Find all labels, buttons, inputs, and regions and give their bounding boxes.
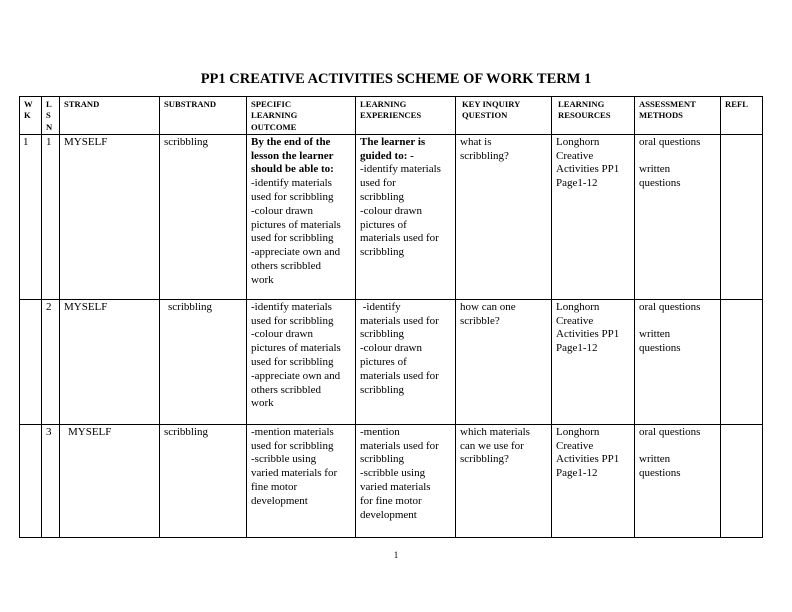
outcome-cell bbox=[247, 424, 356, 537]
header-refl: REFL bbox=[721, 97, 763, 135]
cell-line: ASSESSMENT bbox=[639, 99, 696, 109]
cell-line: S bbox=[46, 110, 51, 121]
lesson-cell bbox=[42, 424, 60, 537]
cell-line: others scribbled bbox=[251, 383, 321, 396]
cell-line: scribbling? bbox=[460, 149, 509, 162]
scheme-of-work-table bbox=[19, 96, 763, 538]
resources-cell bbox=[552, 134, 635, 299]
cell-line: others scribbled bbox=[251, 260, 321, 273]
cell-line: pictures of bbox=[360, 356, 407, 369]
cell-line: scribbling bbox=[360, 328, 404, 341]
cell-line: questions bbox=[639, 177, 681, 190]
key-question-cell bbox=[456, 299, 552, 424]
cell-line: varied materials bbox=[360, 481, 431, 494]
cell-line: used for bbox=[360, 177, 396, 190]
cell-line: SPECIFIC bbox=[251, 99, 292, 109]
cell-line: -appreciate own and bbox=[251, 246, 341, 259]
cell-line: -scribble using bbox=[251, 453, 317, 466]
page-number: 1 bbox=[393, 550, 399, 560]
substrand-cell bbox=[160, 299, 247, 424]
experiences-cell bbox=[356, 299, 456, 424]
cell-line: should be able to: bbox=[251, 163, 334, 176]
cell-line: -identify materials bbox=[251, 300, 332, 313]
outcome-cell bbox=[247, 299, 356, 424]
key-question-cell bbox=[456, 424, 552, 537]
cell-line: -scribble using bbox=[360, 467, 426, 480]
cell-line: W bbox=[24, 99, 33, 109]
cell-line: scribbling? bbox=[460, 453, 509, 466]
cell-line: written bbox=[639, 328, 671, 341]
document-title: PP1 CREATIVE ACTIVITIES SCHEME OF WORK TERM 1 bbox=[200, 71, 592, 87]
cell-line: oral questions bbox=[639, 135, 701, 148]
cell-line: lesson the learner bbox=[251, 149, 334, 162]
cell-line: varied materials for bbox=[251, 467, 338, 480]
cell-line: pictures of bbox=[360, 218, 407, 231]
resources-cell bbox=[552, 299, 635, 424]
week-cell bbox=[20, 424, 42, 537]
cell-line: work bbox=[251, 273, 274, 286]
cell-line: EXPERIENCES bbox=[360, 110, 422, 121]
cell-line: -identify materials bbox=[360, 163, 441, 176]
cell-line: what is bbox=[460, 135, 492, 148]
reflection-cell bbox=[721, 134, 763, 299]
assessment-cell bbox=[635, 134, 721, 299]
outcome-cell bbox=[247, 134, 356, 299]
experiences-cell bbox=[356, 424, 456, 537]
cell-line: L bbox=[46, 99, 52, 109]
strand-text: MYSELF bbox=[68, 425, 112, 438]
substrand-cell bbox=[160, 134, 247, 299]
cell-line: Activities PP1 bbox=[556, 453, 620, 466]
substrand-cell bbox=[160, 424, 247, 537]
cell-line: -identify materials bbox=[251, 177, 332, 190]
cell-line: LEARNING bbox=[558, 99, 605, 109]
lesson-cell bbox=[42, 134, 60, 299]
header-lsn bbox=[42, 97, 60, 135]
cell-line: -colour drawn bbox=[360, 204, 423, 217]
table-row bbox=[20, 424, 763, 537]
cell-line: for fine motor bbox=[360, 494, 422, 507]
cell-line: scribbling bbox=[360, 453, 404, 466]
cell-line: scribbling bbox=[360, 191, 404, 204]
lesson-cell bbox=[42, 299, 60, 424]
strand-text: MYSELF bbox=[64, 135, 108, 148]
cell-line: K bbox=[24, 110, 31, 121]
assessment-cell bbox=[635, 299, 721, 424]
cell-line: The learner is bbox=[360, 135, 426, 148]
cell-line: -mention bbox=[360, 425, 400, 438]
cell-line: development bbox=[360, 508, 417, 521]
cell-line: QUESTION bbox=[462, 110, 508, 121]
header-wk bbox=[20, 97, 42, 135]
key-question-cell bbox=[456, 134, 552, 299]
cell-line: scribbling bbox=[360, 246, 404, 259]
cell-line: N bbox=[46, 121, 53, 132]
cell-line: KEY INQUIRY bbox=[462, 99, 521, 109]
cell-line: used for scribbling bbox=[251, 356, 334, 369]
cell-line: scribble? bbox=[460, 314, 500, 327]
cell-line: materials used for bbox=[360, 314, 439, 327]
cell-line: RESOURCES bbox=[558, 110, 611, 121]
cell-line: questions bbox=[639, 342, 681, 355]
wk-text: 1 bbox=[23, 135, 29, 148]
cell-line: LEARNING bbox=[360, 99, 407, 109]
table-row bbox=[20, 299, 763, 424]
header-strand: STRAND bbox=[60, 97, 160, 135]
cell-line: METHODS bbox=[639, 110, 683, 121]
cell-line: which materials bbox=[460, 425, 530, 438]
cell-line: -colour drawn bbox=[251, 204, 314, 217]
cell-line: guided to: - bbox=[360, 149, 414, 162]
cell-line: Page1-12 bbox=[556, 342, 598, 355]
cell-line: materials used for bbox=[360, 369, 439, 382]
cell-line: OUTCOME bbox=[251, 121, 297, 132]
cell-line: how can one bbox=[460, 300, 516, 313]
cell-line: oral questions bbox=[639, 300, 701, 313]
cell-line: used for scribbling bbox=[251, 232, 334, 245]
cell-line: Longhorn bbox=[556, 425, 600, 438]
experiences-cell bbox=[356, 134, 456, 299]
cell-line: materials used for bbox=[360, 439, 439, 452]
table-row bbox=[20, 134, 763, 299]
header-question bbox=[456, 97, 552, 135]
cell-line: -appreciate own and bbox=[251, 369, 341, 382]
cell-line: -mention materials bbox=[251, 425, 334, 438]
resources-cell bbox=[552, 424, 635, 537]
header-outcome bbox=[247, 97, 356, 135]
cell-line: -colour drawn bbox=[360, 342, 423, 355]
cell-line: used for scribbling bbox=[251, 191, 334, 204]
cell-line: written bbox=[639, 453, 671, 466]
strand-cell bbox=[60, 424, 160, 537]
substrand-text: scribbling bbox=[164, 425, 208, 438]
table-header-row bbox=[20, 97, 763, 135]
strand-cell bbox=[60, 134, 160, 299]
cell-line: pictures of materials bbox=[251, 342, 341, 355]
strand-text: MYSELF bbox=[64, 300, 108, 313]
cell-line: Activities PP1 bbox=[556, 163, 620, 176]
cell-line: written bbox=[639, 163, 671, 176]
cell-line: Longhorn bbox=[556, 135, 600, 148]
cell-line: Activities PP1 bbox=[556, 328, 620, 341]
strand-cell bbox=[60, 299, 160, 424]
cell-line: By the end of the bbox=[251, 135, 331, 148]
cell-line: -identify bbox=[360, 300, 401, 313]
lsn-text: 2 bbox=[46, 300, 52, 313]
substrand-text: scribbling bbox=[164, 135, 208, 148]
header-substrand: SUBSTRAND bbox=[160, 97, 247, 135]
cell-line: can we use for bbox=[460, 439, 524, 452]
reflection-cell bbox=[721, 424, 763, 537]
cell-line: Page1-12 bbox=[556, 177, 598, 190]
cell-line: Longhorn bbox=[556, 300, 600, 313]
assessment-cell bbox=[635, 424, 721, 537]
lsn-text: 3 bbox=[46, 425, 52, 438]
header-experiences bbox=[356, 97, 456, 135]
week-cell bbox=[20, 299, 42, 424]
header-assessment bbox=[635, 97, 721, 135]
cell-line: pictures of materials bbox=[251, 218, 341, 231]
substrand-text: scribbling bbox=[168, 300, 212, 313]
cell-line: used for scribbling bbox=[251, 314, 334, 327]
header-resources bbox=[552, 97, 635, 135]
cell-line: questions bbox=[639, 467, 681, 480]
cell-line: Creative bbox=[556, 314, 594, 327]
cell-line: LEARNING bbox=[251, 110, 298, 121]
cell-line: Page1-12 bbox=[556, 467, 598, 480]
cell-line: work bbox=[251, 397, 274, 410]
cell-line: Creative bbox=[556, 149, 594, 162]
cell-line: fine motor bbox=[251, 481, 298, 494]
cell-line: oral questions bbox=[639, 425, 701, 438]
cell-line: development bbox=[251, 494, 308, 507]
lsn-text: 1 bbox=[46, 135, 52, 148]
reflection-cell bbox=[721, 299, 763, 424]
cell-line: Creative bbox=[556, 439, 594, 452]
cell-line: used for scribbling bbox=[251, 439, 334, 452]
week-cell bbox=[20, 134, 42, 299]
cell-line: materials used for bbox=[360, 232, 439, 245]
cell-line: scribbling bbox=[360, 383, 404, 396]
cell-line: -colour drawn bbox=[251, 328, 314, 341]
